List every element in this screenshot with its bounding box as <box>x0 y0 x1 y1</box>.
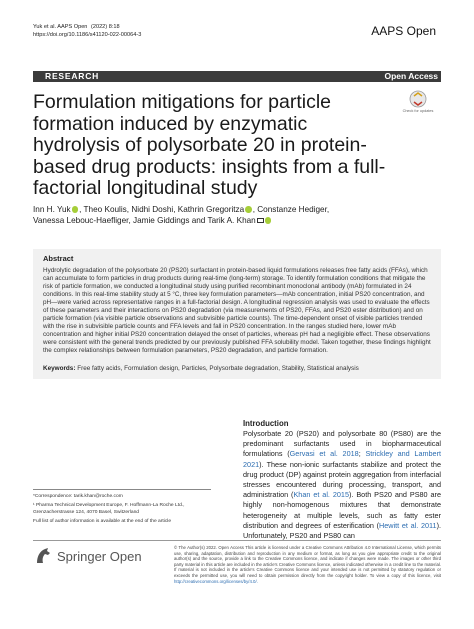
author-list: Inn H. Yuk , Theo Koulis, Nidhi Doshi, Kathrin Gregoritza , Constanze Hediger, Vanessa Lebouc-Haefliger, Jamie Giddings and Tarik A. Khan <box>33 205 330 226</box>
check-for-updates-button[interactable] <box>402 90 434 116</box>
keywords-line <box>43 365 433 373</box>
orcid-icon[interactable] <box>72 206 79 213</box>
author-name[interactable]: , Kathrin Gregoritza <box>173 205 245 214</box>
license-text: © The Author(s) 2022. Open Access This article is licensed under a Creative Commons Attribution 4.0 International License, which permits use, sharing, adaptation, distribution and reproduction in any medium or format, as long as you give appropriate credit to the original author(s) and the source, provide a link to the Creative Commons licence, and indicate if changes were made. The images or other third party material in this article are included in the article's Creative Commons licence, unless indicated otherwise in a credit line to the material. If material is not included in the article's Creative Commons licence and your intended use is not permitted by statutory regulation or exceeds the permitted use, you will need to obtain permission directly from the copyright holder. To view a copy of this licence, visit <box>174 545 441 578</box>
author-name[interactable]: , Theo Koulis <box>79 205 127 214</box>
section-banner <box>33 71 441 82</box>
intro-text: ; <box>358 449 366 459</box>
abstract-heading: Abstract <box>43 254 74 263</box>
citation-year-volume: (2022) 8:18 <box>90 24 120 30</box>
intro-text: Polysorbate 20 (PS20) and polysorbate 80 (PS80) are the predominant surfactants used in biopharmaceutical formulations ( <box>243 429 441 459</box>
author-name[interactable]: and Tarik A. Khan <box>189 216 256 226</box>
footer-divider <box>33 540 441 541</box>
open-access-label: Open Access <box>384 71 438 81</box>
intro-text: ). These non-ionic surfactants stabilize and protect the drug product (DP) against protein aggregation from interfacial stresses encountered during processing, transport, and administration ( <box>243 459 441 500</box>
article-title: Formulation mitigations for particle formation induced by enzymatic hydrolysis of polysorbate 20 in protein-based drug products: insights from a full-factorial longitudinal study <box>33 91 386 199</box>
journal-name: AAPS Open <box>371 24 436 38</box>
author-info-note: Full list of author information is available at the end of the article <box>33 518 172 524</box>
introduction-heading: Introduction <box>243 419 289 428</box>
springer-horse-icon <box>33 546 53 566</box>
email-icon[interactable] <box>257 218 264 223</box>
citation-link[interactable]: Hewitt et al. 2011 <box>379 520 437 530</box>
citation-link[interactable]: Khan et al. 2015 <box>293 490 349 500</box>
keywords-label: Keywords: <box>43 365 76 372</box>
affiliation-note: ¹ Pharma Technical Development Europe, F. Hoffmann-La Roche Ltd., Grenzacherstrasse 124, 4070 Basel, Switzerland <box>33 503 185 515</box>
author-name[interactable]: , Nidhi Doshi <box>126 205 174 214</box>
publisher-logo <box>33 546 153 566</box>
citation-authors: Yuk et al. AAPS Open <box>33 24 88 30</box>
check-for-updates-icon <box>405 90 431 109</box>
author-name[interactable]: , Jamie Giddings <box>128 216 190 226</box>
intro-text: ). Both PS20 and PS80 are highly non-homogenous mixtures that demonstrate heterogeneity at multiple levels, such as fatty ester distribution and degrees of esterification ( <box>243 490 441 530</box>
orcid-icon[interactable] <box>265 217 272 224</box>
check-for-updates-label: Check for updates <box>402 109 434 113</box>
section-label: RESEARCH <box>45 71 100 81</box>
author-name[interactable]: Inn H. Yuk <box>33 205 71 214</box>
license-notice <box>174 545 441 584</box>
citation-link[interactable]: Strickley and Lambert 2021 <box>243 449 442 469</box>
author-name[interactable]: Vanessa Lebouc-Haefliger <box>33 216 129 226</box>
abstract-body: Hydrolytic degradation of the polysorbate 20 (PS20) surfactant in protein-based liquid formulations releases free fatty acids (FFAs), which can accumulate to form particles in drug products during real-time (long-term) storage. To identify formulation conditions that mitigate the risk of particle formation, we conducted a longitudinal study using purified recombinant monoclonal antibody (mAb) formulated in 24 conditions. In this real-time stability study at 5 °C, three key formulation parameters—mAb concentration, initial PS20 concentration, and pH—were varied across representative ranges in a full-factorial design. A longitudinal regression analysis was used to evaluate the effects of these parameters and their interactions on PS20 degradation (via measurements of PS20, FFAs, and PS20 ester distribution) and on particle formation (via visible particle observations and subvisible particle counts). The time-dependent onset of visible particles trended with the rise in subvisible particle counts and FFA levels and fall in PS20 concentration. In the ranges studied here, lower mAb concentration and higher initial PS20 concentration delayed the onset of particles, whereas pH had a negligible effect. These observations were consistent with the general trends predicted by our previously published FFA solubility model. Taken together, these findings highlight the complex relationships between formulation parameters, PS20 degradation, and particle formation. <box>43 267 431 355</box>
license-link[interactable]: http://creativecommons.org/licenses/by/4.0/. <box>174 578 258 584</box>
footnotes <box>33 489 211 528</box>
publisher-name: Springer Open <box>57 549 142 564</box>
introduction-body <box>243 429 441 541</box>
citation-header <box>33 24 141 39</box>
intro-text: ). Unfortunately, PS20 and PS80 can <box>243 520 442 541</box>
author-name[interactable]: , Constanze Hediger <box>252 205 327 214</box>
citation-link[interactable]: Gervasi et al. 2018 <box>289 449 359 459</box>
abstract-panel <box>33 249 441 379</box>
correspondence-note[interactable]: *Correspondence: tarik.khan@roche.com <box>33 494 123 499</box>
orcid-icon[interactable] <box>245 206 252 213</box>
keywords-list: Free fatty acids, Formulation design, Particles, Polysorbate degradation, Stability, Statistical analysis <box>77 365 359 372</box>
doi-link[interactable]: https://doi.org/10.1186/s41120-022-00064-3 <box>33 31 142 38</box>
footnote-divider <box>33 489 211 490</box>
